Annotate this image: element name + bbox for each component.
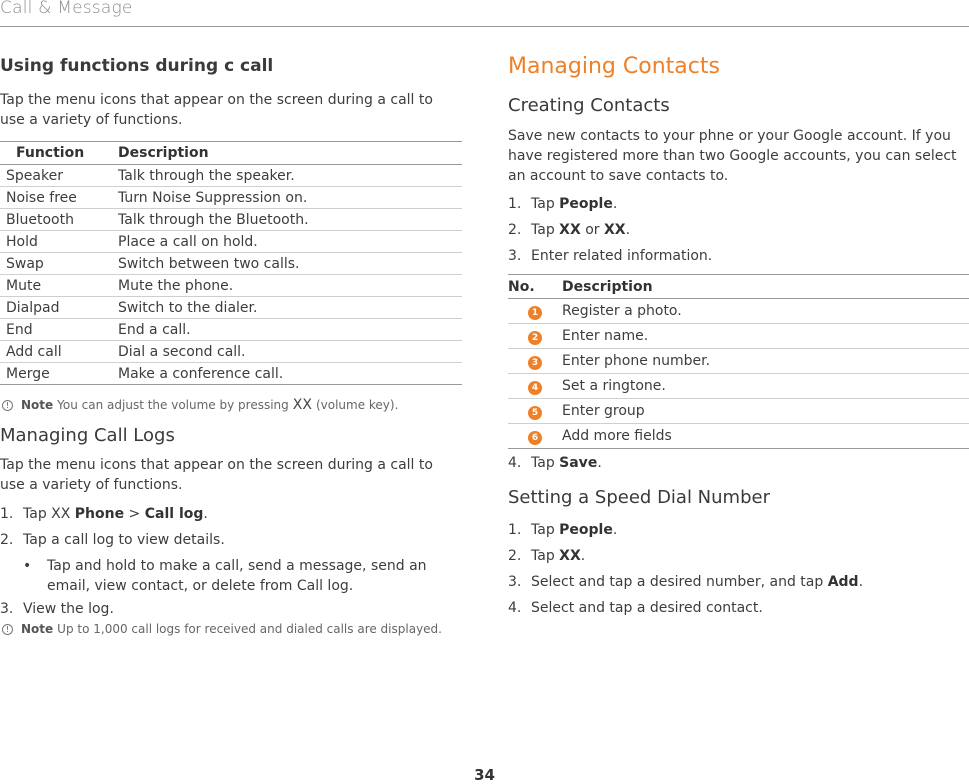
description-cell: Register a photo. (562, 299, 969, 324)
description-cell: Place a call on hold. (112, 231, 462, 253)
step-text-post: . (858, 574, 864, 590)
step-number: 1. (508, 522, 522, 538)
step-text-mid: or (580, 222, 604, 238)
number-badge-icon: 3 (528, 356, 542, 370)
note-text-suffix: (volume key). (315, 398, 399, 412)
contact-step-3 (508, 246, 969, 266)
left-column (0, 50, 462, 636)
table-row (0, 231, 462, 253)
step-number: 4. (508, 455, 522, 471)
step-text-pre: Tap (531, 222, 560, 238)
step-text-pre: Tap (531, 522, 560, 538)
call-log-step-2 (0, 530, 462, 550)
step-text-post: . (612, 522, 618, 538)
table-row (508, 349, 969, 374)
step-text: View the log. (23, 601, 114, 617)
description-cell: Mute the phone. (112, 275, 462, 297)
function-cell: Noise free (0, 187, 112, 209)
description-cell: Switch between two calls. (112, 253, 462, 275)
step-number: 1. (0, 506, 14, 522)
step-text-post: . (612, 196, 618, 212)
step-number: 3. (0, 601, 14, 617)
table-row (0, 363, 462, 385)
step-text-post: . (625, 222, 631, 238)
number-badge-icon: 5 (528, 406, 542, 420)
step-text (531, 546, 585, 566)
people-label: People (559, 522, 613, 538)
description-cell: Talk through the Bluetooth. (112, 209, 462, 231)
step-text-pre: Select and tap a desired number, and tap (531, 574, 828, 590)
table-row (0, 187, 462, 209)
page-title: Managing Contacts (508, 54, 720, 79)
table-header-description: Description (562, 275, 969, 299)
step-number: 2. (508, 222, 522, 238)
description-cell: Turn Noise Suppression on. (112, 187, 462, 209)
separator: > (124, 506, 145, 522)
call-log-step-3 (0, 599, 462, 619)
function-cell: Add call (0, 341, 112, 363)
step-text (531, 572, 863, 592)
key-label: XX (603, 222, 626, 238)
phone-label: Phone (74, 506, 125, 522)
table-header-description: Description (112, 142, 462, 165)
function-cell: Merge (0, 363, 112, 385)
table-row (508, 374, 969, 399)
call-logs-intro: Tap the menu icons that appear on the screen during a call to use a variety of functions. (0, 457, 433, 493)
number-badge-icon: 1 (528, 306, 542, 320)
step-text (23, 504, 208, 524)
description-cell: Switch to the dialer. (112, 297, 462, 319)
section-heading-creating-contacts: Creating Contacts (508, 95, 670, 116)
function-cell: Dialpad (0, 297, 112, 319)
add-label: Add (827, 574, 859, 590)
step-text-pre: Tap (531, 548, 560, 564)
step-number: 1. (508, 196, 522, 212)
table-header-function: Function (0, 142, 112, 165)
number-badge-icon: 2 (528, 331, 542, 345)
key-label: XX (559, 222, 581, 238)
table-header-no: No. (508, 275, 562, 299)
table-row (508, 324, 969, 349)
function-cell: Swap (0, 253, 112, 275)
step-number: 3. (508, 248, 522, 264)
speed-dial-step-3 (508, 572, 969, 592)
table-row (0, 319, 462, 341)
description-cell: Set a ringtone. (562, 374, 969, 399)
step-text-pre: Tap (531, 455, 560, 471)
section-heading-call-functions: Using functions during c call (0, 56, 274, 76)
step-text-pre: Tap XX (23, 506, 75, 522)
description-cell: Talk through the speaker. (112, 165, 462, 187)
speed-dial-step-4 (508, 598, 969, 618)
bullet-text: Tap and hold to make a call, send a message, send an email, view contact, or delete from Call log. (47, 558, 427, 594)
bullet-dot-icon: • (23, 558, 32, 574)
function-cell: Hold (0, 231, 112, 253)
table-header-row (0, 142, 462, 165)
step-text (531, 520, 617, 540)
step-number: 3. (508, 574, 522, 590)
step-text: Enter related information. (531, 248, 713, 264)
description-cell: Dial a second call. (112, 341, 462, 363)
table-row (0, 297, 462, 319)
table-row (0, 275, 462, 297)
call-functions-intro: Tap the menu icons that appear on the screen during a call to use a variety of functions. (0, 92, 433, 128)
call-log-bullet (0, 556, 462, 596)
function-cell: End (0, 319, 112, 341)
chapter-title: Call & Message (0, 0, 133, 18)
description-cell: Enter phone number. (562, 349, 969, 374)
step-text (531, 453, 602, 473)
description-cell: Make a conference call. (112, 363, 462, 385)
table-row (0, 209, 462, 231)
step-number: 2. (508, 548, 522, 564)
section-heading-call-logs: Managing Call Logs (0, 425, 175, 446)
save-label: Save (559, 455, 598, 471)
info-icon: ! (2, 400, 13, 411)
contact-fields-table (508, 274, 969, 449)
contact-step-4 (508, 453, 969, 473)
creating-contacts-intro: Save new contacts to your phne or your Google account. If you have registered more than two Google accounts, you can select an account to save contacts to. (508, 128, 957, 184)
description-cell: Enter name. (562, 324, 969, 349)
call-log-step-1 (0, 504, 462, 524)
volume-key-label: XX (292, 397, 312, 413)
description-cell: Add more fields (562, 424, 969, 449)
page-header (0, 0, 969, 27)
step-text-post: . (203, 506, 208, 522)
section-heading-speed-dial: Setting a Speed Dial Number (508, 487, 770, 508)
note-text: Up to 1,000 call logs for received and dialed calls are displayed. (57, 622, 442, 636)
step-text-pre: Tap (531, 196, 560, 212)
step-text (531, 194, 617, 214)
step-text-post: . (597, 455, 602, 471)
table-row (508, 424, 969, 449)
function-cell: Mute (0, 275, 112, 297)
functions-table (0, 141, 462, 385)
number-badge-icon: 4 (528, 381, 542, 395)
people-label: People (559, 196, 613, 212)
note-text: You can adjust the volume by pressing (57, 398, 289, 412)
note-label: Note (21, 398, 54, 412)
table-row (0, 165, 462, 187)
step-text: Select and tap a desired contact. (531, 600, 763, 616)
right-column (508, 50, 969, 618)
table-row (0, 341, 462, 363)
call-log-note (0, 622, 462, 636)
table-row (508, 299, 969, 324)
number-badge-icon: 6 (528, 431, 542, 445)
speed-dial-step-1 (508, 520, 969, 540)
contact-step-2 (508, 220, 969, 240)
speed-dial-step-2 (508, 546, 969, 566)
step-text-post: . (580, 548, 586, 564)
page-number: 34 (474, 766, 495, 784)
table-header-row (508, 275, 969, 299)
step-number: 4. (508, 600, 522, 616)
step-text (531, 220, 630, 240)
step-text: Tap a call log to view details. (23, 532, 225, 548)
description-cell: End a call. (112, 319, 462, 341)
function-cell: Speaker (0, 165, 112, 187)
note-label: Note (21, 622, 54, 636)
contact-step-1 (508, 194, 969, 214)
call-log-label: Call log (144, 506, 204, 522)
table-row (508, 399, 969, 424)
step-number: 2. (0, 532, 14, 548)
info-icon: ! (2, 624, 13, 635)
volume-note (0, 397, 462, 413)
table-row (0, 253, 462, 275)
description-cell: Enter group (562, 399, 969, 424)
key-label: XX (559, 548, 581, 564)
function-cell: Bluetooth (0, 209, 112, 231)
